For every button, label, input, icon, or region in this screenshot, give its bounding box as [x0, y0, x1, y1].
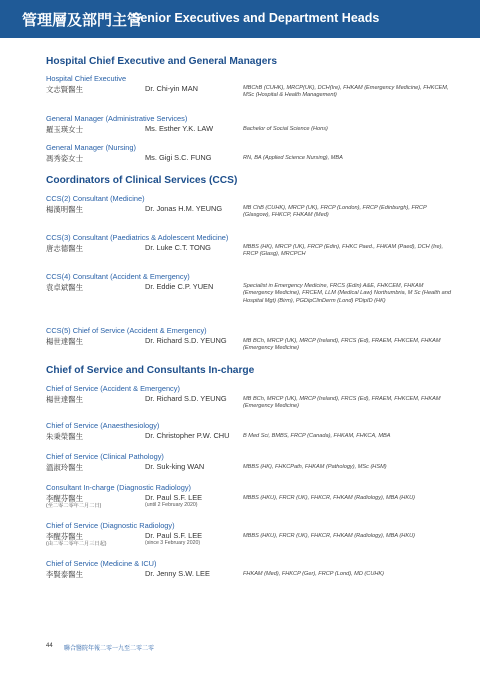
role-title: CCS(5) Chief of Service (Accident & Emergency) [46, 326, 207, 335]
footer-title: 聯合醫院年報二零一九至二零二零 [64, 646, 155, 652]
qualifications: FHKAM (Med), FHKCP (Ger), FRCP (Lond), MD (CUHK) [243, 571, 384, 577]
qualifications: B Med Sci, BMBS, FRCP (Canada), FHKAM, FHKCA, MBA [243, 433, 391, 439]
name-zh: 溫淑玲醫生 [46, 463, 83, 472]
name-en: Dr. Suk-king WAN [145, 462, 205, 471]
qualifications: MBBS (HK), MRCP (UK), FRCP (Edin), FHKC Paed., FHKAM (Paed), DCH (Ire), FRCP (Glasg), MRCPCH [243, 244, 444, 258]
role-title: Chief of Service (Diagnostic Radiology) [46, 521, 175, 530]
header-title-zh: 管理層及部門主管 [22, 12, 143, 29]
name-zh: 楊世達醫生 [46, 395, 83, 404]
role-title: Hospital Chief Executive [46, 74, 127, 83]
name-en: Dr. Richard S.D. YEUNG [145, 336, 227, 345]
name-zh: 文志賢醫生 [46, 85, 83, 94]
qualifications: Specialist in Emergency Medicine, FRCS (Edin) A&E, FHKCEM, FHKAM (Emergency Medicine), FRCEM, LLM (Medical Law) Northumbria, M Sc (Health and Hospital Mgt) (Birm), PGDipClinDerm (Lond) PDipID (HK) [243, 283, 451, 304]
name-en: Dr. Christopher P.W. CHU [145, 431, 230, 440]
qualifications: MB BCh, MRCP (UK), MRCP (Ireland), FRCS (Ed), FRAEM, FHKCEM, FHKAM (Emergency Medicine) [243, 396, 441, 410]
name-en: Dr. Jonas H.M. YEUNG [145, 204, 223, 213]
section-heading-chiefs: Chief of Service and Consultants In-charge [46, 365, 255, 376]
page-number: 44 [46, 643, 53, 649]
name-zh: 馮秀姿女士 [46, 154, 83, 163]
role-title: CCS(4) Consultant (Accident & Emergency) [46, 272, 190, 281]
qualifications: RN, BA (Applied Science Nursing), MBA [243, 155, 343, 161]
page-header [0, 0, 480, 38]
name-en: Dr. Richard S.D. YEUNG [145, 394, 227, 403]
header-title-en: Senior Executives and Department Heads [132, 11, 380, 25]
name-zh: 羅玉瑛女士 [46, 125, 83, 134]
name-en: Dr. Paul S.F. LEE [145, 531, 203, 540]
name-en: Dr. Eddie C.P. YUEN [145, 282, 214, 291]
role-title: Chief of Service (Medicine & ICU) [46, 559, 157, 568]
qualifications: MB ChB (CUHK), MRCP (UK), FRCP (London), FRCP (Edinburgh), FRCP (Glasgow), FHKCP, FHKAM (Med) [243, 205, 427, 219]
name-zh: 楊世達醫生 [46, 337, 83, 346]
name-en: Ms. Gigi S.C. FUNG [145, 153, 212, 162]
name-zh: 楊漢明醫生 [46, 205, 83, 214]
name-zh: 袁卓斌醫生 [46, 283, 83, 292]
name-zh: 李賢泰醫生 [46, 570, 83, 579]
name-zh-note: (至二零二零年二月二日) [46, 503, 102, 509]
qualifications: MBChB (CUHK), MRCP(UK), DCH(Ire), FHKAM (Emergency Medicine), FHKCEM, MSc (Hospital & Health Management) [243, 85, 449, 99]
role-title: Consultant In-charge (Diagnostic Radiology) [46, 483, 192, 492]
qualifications: MBBS (HKU), FRCR (UK), FHKCR, FHKAM (Radiology), MBA (HKU) [243, 533, 415, 539]
section-heading-executives: Hospital Chief Executive and General Managers [46, 56, 277, 67]
role-title: Chief of Service (Accident & Emergency) [46, 384, 180, 393]
role-title: CCS(2) Consultant (Medicine) [46, 194, 145, 203]
name-en: Ms. Esther Y.K. LAW [145, 124, 214, 133]
name-en-note: (since 3 February 2020) [145, 540, 201, 546]
name-en: Dr. Paul S.F. LEE [145, 493, 203, 502]
role-title: General Manager (Administrative Services) [46, 114, 188, 123]
name-zh: 朱秉榮醫生 [46, 432, 83, 441]
role-title: Chief of Service (Anaesthesiology) [46, 421, 160, 430]
qualifications: MBBS (HK), FHKCPath, FHKAM (Pathology), MSc (HSM) [243, 464, 387, 470]
name-en-note: (until 2 February 2020) [145, 502, 198, 508]
name-en: Dr. Luke C.T. TONG [145, 243, 211, 252]
role-title: Chief of Service (Clinical Pathology) [46, 452, 164, 461]
role-title: CCS(3) Consultant (Paediatrics & Adolescent Medicine) [46, 233, 229, 242]
name-zh: 李醒芬醫生 [46, 494, 83, 503]
section-heading-coordinators: Coordinators of Clinical Services (CCS) [46, 175, 238, 186]
role-title: General Manager (Nursing) [46, 143, 136, 152]
qualifications: MB BCh, MRCP (UK), MRCP (Ireland), FRCS (Ed), FRAEM, FHKCEM, FHKAM (Emergency Medicine) [243, 338, 441, 352]
name-zh: 李醒芬醫生 [46, 532, 83, 541]
qualifications: MBBS (HKU), FRCR (UK), FHKCR, FHKAM (Radiology), MBA (HKU) [243, 495, 415, 501]
name-zh-note: (由二零二零年二月三日起) [46, 541, 107, 547]
name-en: Dr. Jenny S.W. LEE [145, 569, 210, 578]
qualifications: Bachelor of Social Science (Hons) [243, 126, 328, 132]
name-en: Dr. Chi-yin MAN [145, 84, 198, 93]
name-zh: 唐志德醫生 [46, 244, 83, 253]
